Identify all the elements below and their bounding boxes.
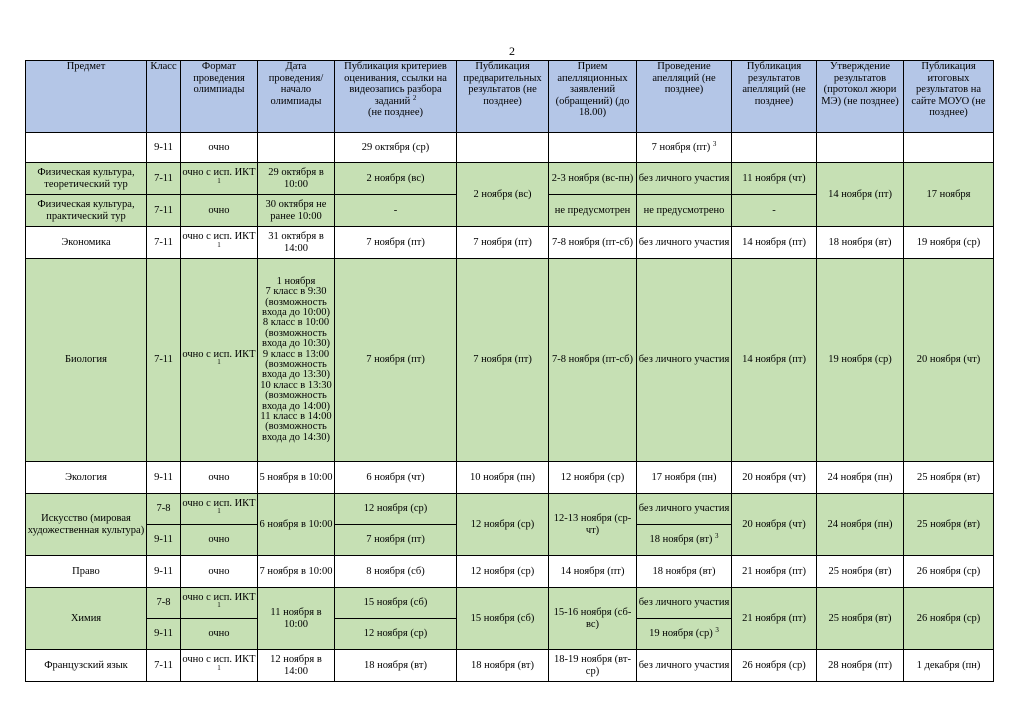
date-cell: 5 ноября в 10:00	[258, 462, 335, 494]
header-appeal-intake: Прием апелляционных заявлений (обращений) (до 18.00)	[549, 61, 637, 133]
appeal-results-cell: 26 ноября (ср)	[732, 650, 817, 682]
approval-cell: 24 ноября (пн)	[817, 462, 904, 494]
header-prelim: Публикация предварительных результатов (не позднее)	[457, 61, 549, 133]
date-line: 1 ноября	[276, 275, 316, 287]
date-line: 7 класс в 9:30	[265, 286, 327, 298]
prelim-cell: 2 ноября (вс)	[457, 163, 549, 227]
final-cell: 25 ноября (вт)	[904, 494, 994, 556]
format-cell: очно с исп. ИКТ $^1$	[181, 259, 258, 462]
table-row	[26, 462, 994, 494]
final-cell: 19 ноября (ср)	[904, 227, 994, 259]
date-cell: 12 ноября в 14:00	[258, 650, 335, 682]
prelim-cell: 12 ноября (ср)	[457, 494, 549, 556]
table-row	[26, 227, 994, 259]
appeal-intake-cell: 2-3 ноября (вс-пн)	[549, 163, 637, 195]
criteria-cell: 15 ноября (сб)	[335, 588, 457, 619]
criteria-cell: 12 ноября (ср)	[335, 619, 457, 650]
appeal-results-cell: 20 ноября (чт)	[732, 494, 817, 556]
date-line: входа до 13:30)	[261, 369, 330, 381]
format-cell: очно с исп. ИКТ $^1$	[181, 163, 258, 195]
prelim-cell: 18 ноября (вт)	[457, 650, 549, 682]
appeal-results-cell	[732, 133, 817, 163]
appeal-cell: 19 ноября (ср) $^3$	[637, 619, 732, 650]
date-line: (возможность	[265, 359, 327, 370]
final-cell: 26 ноября (ср)	[904, 588, 994, 650]
date-cell: 30 октября не ранее 10:00	[258, 195, 335, 227]
date-line: (возможность	[265, 390, 327, 402]
header-criteria: Публикация критериев оценивания, ссылки на видеозапись разбора заданий $^2$ (не позднее)	[335, 61, 457, 133]
format-cell: очно	[181, 133, 258, 163]
final-cell	[904, 133, 994, 163]
table-row	[26, 556, 994, 588]
prelim-cell: 7 ноября (пт)	[457, 227, 549, 259]
appeal-results-cell: 11 ноября (чт)	[732, 163, 817, 195]
date-line: входа до 10:30)	[261, 338, 330, 350]
grade-cell: 7-11	[147, 163, 181, 195]
appeal-intake-cell: 12 ноября (ср)	[549, 462, 637, 494]
grade-cell: 9-11	[147, 619, 181, 650]
approval-cell: 14 ноября (пт)	[817, 163, 904, 227]
approval-cell: 25 ноября (вт)	[817, 556, 904, 588]
prelim-cell	[457, 133, 549, 163]
format-cell: очно с исп. ИКТ $^1$	[181, 227, 258, 259]
final-cell: 25 ноября (вт)	[904, 462, 994, 494]
criteria-cell: 6 ноября (чт)	[335, 462, 457, 494]
header-date: Дата проведения/ начало олимпиады	[258, 61, 335, 133]
subject-cell: Право	[26, 556, 147, 588]
approval-cell: 28 ноября (пт)	[817, 650, 904, 682]
subject-cell: Химия	[26, 588, 147, 650]
date-line: (возможность	[265, 327, 327, 339]
date-line: 9 класс в 13:00	[262, 348, 330, 360]
date-line: входа до 14:30)	[261, 431, 330, 443]
format-cell: очно	[181, 525, 258, 556]
approval-cell: 19 ноября (ср)	[817, 259, 904, 462]
criteria-cell: 12 ноября (ср)	[335, 494, 457, 525]
appeal-cell: без личного участия	[637, 494, 732, 525]
table-row	[26, 650, 994, 682]
subject-cell: Биология	[26, 259, 147, 462]
header-appeal-results: Публикация результатов апелляций (не позднее)	[732, 61, 817, 133]
format-cell: очно	[181, 462, 258, 494]
grade-cell: 7-11	[147, 195, 181, 227]
table-row	[26, 163, 994, 195]
grade-cell: 7-8	[147, 494, 181, 525]
date-cell: 31 октября в 14:00	[258, 227, 335, 259]
appeal-cell: без личного участия	[637, 227, 732, 259]
subject-cell: Физическая культура, практический тур	[26, 195, 147, 227]
grade-cell: 7-8	[147, 588, 181, 619]
prelim-cell: 15 ноября (сб)	[457, 588, 549, 650]
prelim-cell: 10 ноября (пн)	[457, 462, 549, 494]
criteria-cell: 7 ноября (пт)	[335, 259, 457, 462]
final-cell: 1 декабря (пн)	[904, 650, 994, 682]
header-row	[26, 61, 994, 133]
appeal-results-cell: 21 ноября (пт)	[732, 588, 817, 650]
table-row	[26, 133, 994, 163]
appeal-cell: 17 ноября (пн)	[637, 462, 732, 494]
date-cell: 29 октября в 10:00	[258, 163, 335, 195]
grade-cell: 9-11	[147, 462, 181, 494]
approval-cell: 18 ноября (вт)	[817, 227, 904, 259]
date-cell	[258, 259, 335, 462]
appeal-intake-cell: 7-8 ноября (пт-сб)	[549, 227, 637, 259]
header-final: Публикация итоговых результатов на сайте МОУО (не позднее)	[904, 61, 994, 133]
prelim-cell: 7 ноября (пт)	[457, 259, 549, 462]
appeal-results-cell: 14 ноября (пт)	[732, 259, 817, 462]
header-subject: Предмет	[26, 61, 147, 133]
approval-cell	[817, 133, 904, 163]
appeal-cell: не предусмотрено	[637, 195, 732, 227]
approval-cell: 24 ноября (пн)	[817, 494, 904, 556]
prelim-cell: 12 ноября (ср)	[457, 556, 549, 588]
date-line: (возможность	[265, 421, 327, 433]
grade-cell: 7-11	[147, 650, 181, 682]
format-cell: очно	[181, 619, 258, 650]
date-line: 10 класс в 13:30	[260, 379, 332, 391]
appeal-intake-cell	[549, 133, 637, 163]
appeal-cell: без личного участия	[637, 259, 732, 462]
page-number: 2	[509, 44, 515, 58]
date-line: (возможность	[265, 296, 327, 308]
table-row	[26, 588, 994, 619]
appeal-cell: без личного участия	[637, 650, 732, 682]
appeal-results-cell: 14 ноября (пт)	[732, 227, 817, 259]
date-cell: 7 ноября в 10:00	[258, 556, 335, 588]
criteria-cell: 7 ноября (пт)	[335, 525, 457, 556]
subject-cell: Физическая культура, теоретический тур	[26, 163, 147, 195]
appeal-intake-cell: 18-19 ноября (вт-ср)	[549, 650, 637, 682]
date-line: входа до 10:00)	[261, 306, 330, 318]
criteria-cell: 7 ноября (пт)	[335, 227, 457, 259]
date-cell: 11 ноября в 10:00	[258, 588, 335, 650]
date-line: 8 класс в 10:00	[262, 317, 330, 329]
grade-cell: 7-11	[147, 227, 181, 259]
appeal-intake-cell: 12-13 ноября (ср-чт)	[549, 494, 637, 556]
appeal-results-cell: 21 ноября (пт)	[732, 556, 817, 588]
criteria-cell: 29 октября (ср)	[335, 133, 457, 163]
criteria-cell: 18 ноября (вт)	[335, 650, 457, 682]
format-cell: очно	[181, 556, 258, 588]
appeal-intake-cell: 15-16 ноября (сб-вс)	[549, 588, 637, 650]
table-row	[26, 259, 994, 462]
table-row	[26, 494, 994, 525]
grade-cell: 9-11	[147, 525, 181, 556]
grade-cell: 9-11	[147, 556, 181, 588]
approval-cell: 25 ноября (вт)	[817, 588, 904, 650]
appeal-results-cell: 20 ноября (чт)	[732, 462, 817, 494]
final-cell: 20 ноября (чт)	[904, 259, 994, 462]
appeal-cell: 18 ноября (вт) $^3$	[637, 525, 732, 556]
header-format: Формат проведения олимпиады	[181, 61, 258, 133]
appeal-results-cell: -	[732, 195, 817, 227]
appeal-cell: 18 ноября (вт)	[637, 556, 732, 588]
subject-cell: Экология	[26, 462, 147, 494]
header-grade: Класс	[147, 61, 181, 133]
subject-cell	[26, 133, 147, 163]
criteria-cell: 8 ноября (сб)	[335, 556, 457, 588]
format-cell: очно	[181, 195, 258, 227]
date-line: 11 класс в 14:00	[260, 411, 332, 423]
grade-cell: 9-11	[147, 133, 181, 163]
header-appeal: Проведение апелляций (не позднее)	[637, 61, 732, 133]
subject-cell: Экономика	[26, 227, 147, 259]
date-line: входа до 14:00)	[261, 400, 330, 412]
appeal-cell: без личного участия	[637, 588, 732, 619]
grade-cell: 7-11	[147, 259, 181, 462]
appeal-intake-cell: не предусмотрен	[549, 195, 637, 227]
subject-cell: Искусство (мировая художественная культура)	[26, 494, 147, 556]
appeal-intake-cell: 14 ноября (пт)	[549, 556, 637, 588]
format-cell: очно с исп. ИКТ $^1$	[181, 494, 258, 525]
date-cell: 6 ноября в 10:00	[258, 494, 335, 556]
header-approval: Утверждение результатов (протокол жюри МЭ) (не позднее)	[817, 61, 904, 133]
olympiad-schedule-table	[25, 60, 994, 682]
appeal-intake-cell: 7-8 ноября (пт-сб)	[549, 259, 637, 462]
criteria-cell: 2 ноября (вс)	[335, 163, 457, 195]
final-cell: 17 ноября	[904, 163, 994, 227]
criteria-cell: -	[335, 195, 457, 227]
format-cell: очно с исп. ИКТ $^1$	[181, 588, 258, 619]
format-cell: очно с исп. ИКТ $^1$	[181, 650, 258, 682]
date-cell	[258, 133, 335, 163]
final-cell: 26 ноября (ср)	[904, 556, 994, 588]
appeal-cell: без личного участия	[637, 163, 732, 195]
appeal-cell: 7 ноября (пт) $^3$	[637, 133, 732, 163]
subject-cell: Французский язык	[26, 650, 147, 682]
